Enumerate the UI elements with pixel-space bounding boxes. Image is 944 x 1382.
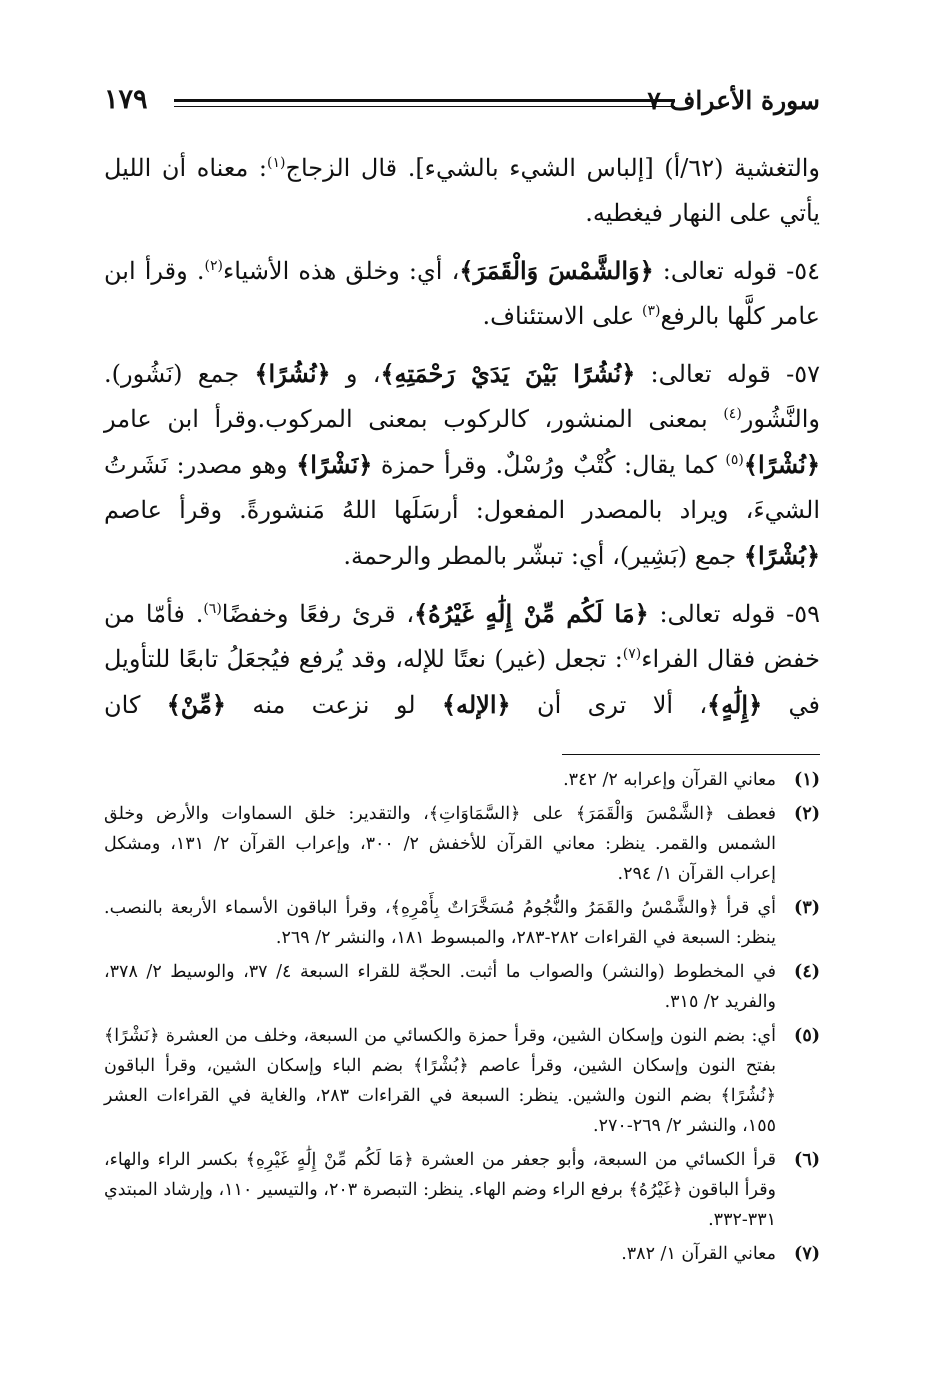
- paragraph: [104, 351, 820, 579]
- footnote: [104, 799, 820, 889]
- quran-quote: ﴿نُشُرًا بَيْنَ يَدَيْ رَحْمَتِهِ﴾: [380, 359, 636, 388]
- text-run: ، قرئ رفعًا وخفضًا: [221, 600, 415, 628]
- main-text: [104, 146, 820, 728]
- text-run: ٥٧- قوله تعالى:: [635, 360, 821, 388]
- footnote-text: معاني القرآن ١/ ٣٨٢.: [621, 1244, 776, 1264]
- footnote-number: (٤): [794, 962, 820, 982]
- footnote-number: (٣): [794, 898, 820, 918]
- paragraph: [104, 248, 820, 339]
- footnote: [104, 765, 820, 795]
- quran-quote: ﴿نُشُرًا﴾: [254, 359, 331, 388]
- quran-quote: ﴿الإله﴾: [441, 690, 511, 719]
- text-run: . وقرأ ابن عامر كلَّها بالرفع: [104, 257, 820, 330]
- quran-quote: ﴿نَشْرًا﴾: [296, 450, 373, 479]
- text-run: كان: [104, 691, 167, 719]
- text-run: جمع (نَشُور). والنَّشُور: [104, 360, 820, 433]
- quran-quote: ﴿وَالشَّمْسَ وَالْقَمَرَ﴾: [459, 256, 654, 285]
- paragraph: [104, 146, 820, 236]
- text-run: كما يقال: كُتْبٌ ورُسْلٌ. وقرأ حمزة: [372, 451, 726, 479]
- running-title: سورة الأعراف ٧: [647, 86, 820, 115]
- text-run: ، أي: وخلق هذه الأشياء: [222, 257, 460, 285]
- footnote: [104, 1239, 820, 1269]
- header-rule-thin: [174, 106, 675, 107]
- quran-quote: ﴿بُشْرًا﴾: [743, 541, 820, 570]
- footnote: [104, 1145, 820, 1235]
- text-run: : تجعل (غير) نعتًا للإله، وقد يُرفع فيُجعَلُ تابعًا للتأويل في: [104, 645, 820, 719]
- quran-quote: ﴿مِّنْ﴾: [166, 690, 226, 719]
- footnote-ref[interactable]: (٣): [642, 303, 661, 319]
- footnote-number: (٦): [794, 1150, 820, 1170]
- footnote-separator: [562, 754, 820, 755]
- footnote-ref[interactable]: (٥): [725, 452, 744, 468]
- text-run: ٥٤- قوله تعالى:: [653, 257, 820, 285]
- footnote-ref[interactable]: (٧): [622, 646, 642, 662]
- text-run: : معناه أن الليل يأتي على النهار فيغطيه.: [104, 154, 820, 227]
- text-run: ، و: [330, 360, 381, 388]
- footnote-ref[interactable]: (١): [267, 155, 286, 171]
- footnote-number: (١): [794, 770, 820, 790]
- footnote: [104, 1021, 820, 1141]
- text-run: وهو مصدر: نَشَرتُ الشيءَ، ويراد بالمصدر المفعول: أرسَلَها اللهُ مَنشورةً. وقرأ عاصم: [104, 451, 820, 524]
- page-header: [104, 78, 820, 128]
- footnote-text: في المخطوط (والنشر) والصواب ما أثبت. الحجّة للقراء السبعة ٤/ ٣٧، والوسيط ٢/ ٣٧٨، والفريد ٢/ ٣١٥.: [104, 962, 776, 1012]
- footnote-number: (٧): [794, 1244, 820, 1264]
- footnote-text: معاني القرآن وإعرابه ٢/ ٣٤٢.: [563, 770, 776, 790]
- footnote-number: (٥): [794, 1026, 820, 1046]
- footnote-number: (٢): [794, 804, 820, 824]
- footnote-ref[interactable]: (٦): [203, 601, 222, 617]
- document-page: [104, 78, 820, 1273]
- text-run: ، ألا ترى أن: [510, 691, 708, 719]
- quran-quote: ﴿نُشْرًا﴾: [743, 450, 820, 479]
- text-run: على الاستئناف.: [482, 302, 642, 330]
- text-run: بمعنى المنشور، كالركوب بمعنى المركوب.وقرأ ابن عامر: [104, 405, 724, 433]
- footnote-text: أي: بضم النون وإسكان الشين، وقرأ حمزة والكسائي من السبعة، وخلف من العشرة ﴿نَشْرًا﴾ بفتح النون وإسكان الشين، وقرأ عاصم ﴿بُشْرًا﴾ بضم الباء وإسكان الشين، وقرأ الباقون ﴿نُشُرًا﴾ بضم النون والشين. ينظر: السبعة في القراءات ٢٨٣، والغاية في القراءات العشر ١٥٥، والنشر ٢/ ٢٦٩-٢٧٠.: [104, 1026, 777, 1136]
- paragraph: [104, 591, 820, 728]
- footnote-text: قرأ الكسائي من السبعة، وأبو جعفر من العشرة ﴿مَا لَكُم مِّنْ إِلَٰهٍ غَيْرِهِ﴾ بكسر الراء والهاء، وقرأ الباقون ﴿غَيْرُهُ﴾ برفع الراء وضم الهاء. ينظر: التبصرة ٢٠٣، والتيسير ١١٠، وإرشاد المبتدي ٣٣١-٣٣٢.: [104, 1150, 777, 1230]
- footnote-ref[interactable]: (٢): [204, 258, 223, 274]
- quran-quote: ﴿إِلَٰهٍ﴾: [707, 690, 763, 719]
- quran-quote: ﴿مَا لَكُم مِّنْ إِلَٰهٍ غَيْرُهُ﴾: [414, 599, 649, 628]
- footnote-text: فعطف ﴿الشَّمْسَ وَالْقَمَرَ﴾ على ﴿السَّمَاوَاتِ﴾، والتقدير: خلق السماوات والأرض وخلق الشمس والقمر. ينظر: معاني القرآن للأخفش ٢/ ٣٠٠، وإعراب القرآن ٢/ ١٣١، ومشكل إعراب القرآن ١/ ٢٩٤.: [104, 804, 776, 884]
- footnotes: [104, 765, 820, 1269]
- text-run: لو نزعت منه: [225, 691, 442, 719]
- footnote: [104, 957, 820, 1017]
- text-run: والتغشية (٦٢/أ) [إلباس الشيء بالشيء]. قال الزجاج: [285, 154, 821, 182]
- text-run: ٥٩- قوله تعالى:: [648, 600, 820, 628]
- text-run: جمع (بَشِير)، أي: تبشّر بالمطر والرحمة.: [343, 542, 744, 570]
- text-run: . فأمّا من خفض فقال الفراء: [104, 600, 820, 673]
- page-number: ١٧٩: [104, 84, 148, 115]
- footnote-ref[interactable]: (٤): [723, 406, 742, 422]
- footnote: [104, 893, 820, 953]
- footnote-text: أي قرأ ﴿والشَّمْسُ والقَمَرُ والنُّجُومُ مُسَخَّرَاتٌ بِأَمْرِهِ﴾، وقرأ الباقون الأسماء الأربعة بالنصب. ينظر: السبعة في القراءات ٢٨٢-٢٨٣، والمبسوط ١٨١، والنشر ٢/ ٢٦٩.: [104, 898, 776, 948]
- header-rule: [174, 99, 675, 102]
